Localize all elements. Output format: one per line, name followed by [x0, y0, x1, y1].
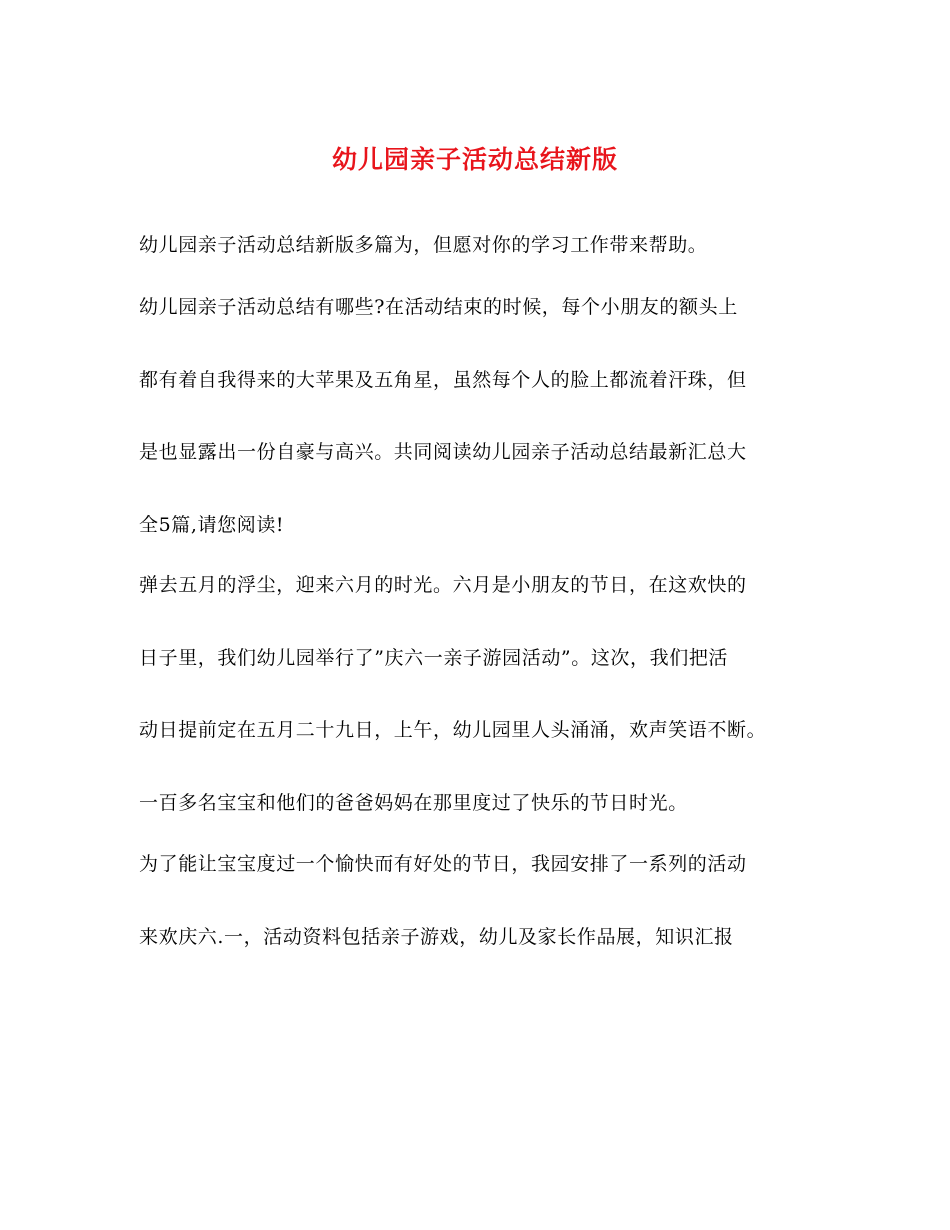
paragraph-line: 弹去五月的浮尘，迎来六月的时光。六月是小朋友的节日，在这欢快的: [139, 574, 747, 596]
paragraph-line: 全5篇,请您阅读!: [139, 514, 285, 536]
paragraph-line: 动日提前定在五月二十九日，上午，幼儿园里人头涌涌，欢声笑语不断。: [139, 719, 767, 741]
paragraph-line: 一百多名宝宝和他们的爸爸妈妈在那里度过了快乐的节日时光。: [139, 792, 688, 814]
paragraph-line: 幼儿园亲子活动总结有哪些?在活动结束的时候，每个小朋友的额头上: [139, 296, 738, 318]
document-title: 幼儿园亲子活动总结新版: [331, 145, 618, 174]
paragraph-line: 为了能让宝宝度过一个愉快而有好处的节日，我园安排了一系列的活动: [139, 853, 747, 875]
paragraph-line: 都有着自我得来的大苹果及五角星，虽然每个人的脸上都流着汗珠，但: [139, 369, 747, 391]
paragraph-line: 来欢庆六.一，活动资料包括亲子游戏，幼儿及家长作品展，知识汇报: [139, 926, 734, 948]
paragraph-line: 日子里，我们幼儿园举行了”庆六一亲子游园活动”。这次，我们把活: [139, 647, 729, 669]
intro-line: 幼儿园亲子活动总结新版多篇为，但愿对你的学习工作带来帮助。: [139, 234, 708, 256]
paragraph-line: 是也显露出一份自豪与高兴。共同阅读幼儿园亲子活动总结最新汇总大: [139, 441, 747, 463]
